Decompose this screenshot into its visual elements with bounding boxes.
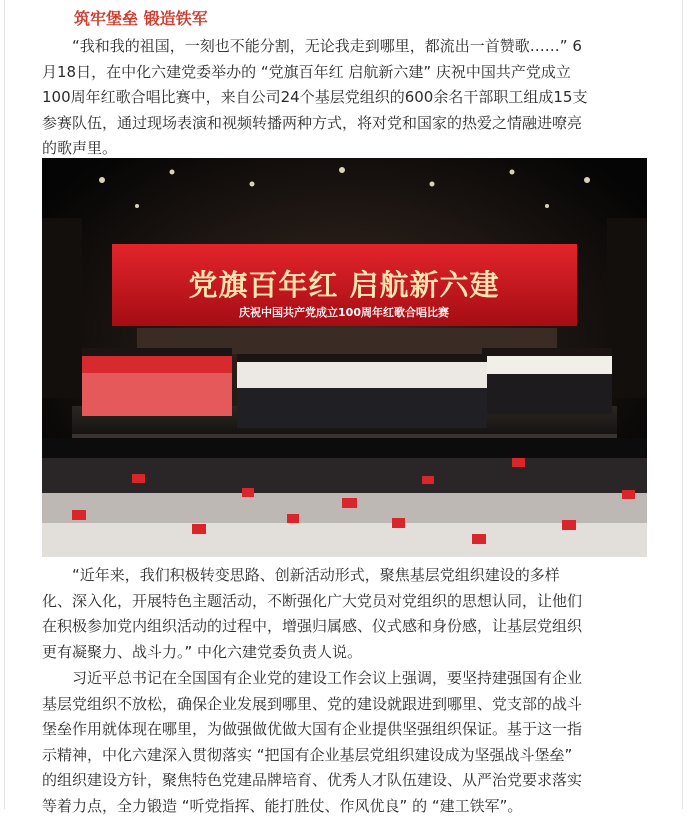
banner-subtitle: 庆祝中国共产党成立100周年红歌合唱比赛 <box>239 305 449 319</box>
paragraph-line: 的组织建设方针，聚焦特色党建品牌培育、优秀人才队伍建设、从严治党要求落实 <box>42 768 650 794</box>
paragraph-line: 等着力点，全力锻造 “听党指挥、能打胜仗、作风优良” 的 “建工铁军”。 <box>42 794 650 819</box>
banner-title: 党旗百年红 启航新六建 <box>188 268 499 302</box>
front-row-officials <box>237 354 487 428</box>
paragraph-line: 在积极参加党内组织活动的过程中，增强归属感、仪式感和身份感，让基层党组织 <box>42 614 650 640</box>
event-photo <box>42 158 647 557</box>
paragraph-line: 示精神，中化六建深入贯彻落实 “把国有企业基层党组织建设成为坚强战斗堡垒” <box>42 743 650 769</box>
paragraph-line: “近年来，我们积极转变思路、创新活动形式，聚焦基层党组织建设的多样 <box>42 563 650 589</box>
paragraph-2 <box>42 563 650 665</box>
section-heading: 筑牢堡垒 锻造铁军 <box>74 8 208 30</box>
paragraph-line: 参赛队伍，通过现场表演和视频转播两种方式，将对党和国家的热爱之情融进嘹亮 <box>42 111 650 137</box>
paragraph-line: 更有凝聚力、战斗力。” 中化六建党委负责人说。 <box>42 640 650 666</box>
paragraph-line: 化、深入化，开展特色主题活动，不断强化广大党员对党组织的思想认同，让他们 <box>42 589 650 615</box>
choir-left-group <box>82 348 232 416</box>
paragraph-line: “我和我的祖国，一刻也不能分割，无论我走到哪里，都流出一首赞歌……” 6 <box>42 34 650 60</box>
choir-right-group <box>482 348 612 414</box>
paragraph-3 <box>42 666 650 819</box>
event-photo-illustration <box>42 158 647 557</box>
paragraph-line: 的歌声里。 <box>42 136 650 162</box>
paragraph-line: 100周年红歌合唱比赛中，来自公司24个基层党组织的600余名干部职工组成15支 <box>42 85 650 111</box>
paragraph-line: 堡垒作用就体现在哪里，为做强做优做大国有企业提供坚强组织保证。基于这一指 <box>42 717 650 743</box>
left-border-line <box>4 0 5 809</box>
paragraph-line: 月18日，在中化六建党委举办的 “党旗百年红 启航新六建” 庆祝中国共产党成立 <box>42 60 650 86</box>
paragraph-line: 基层党组织不放松，确保企业发展到哪里、党的建设就跟进到哪里、党支部的战斗 <box>42 692 650 718</box>
paragraph-1 <box>42 34 650 162</box>
right-border-line <box>682 0 683 809</box>
paragraph-line: 习近平总书记在全国国有企业党的建设工作会议上强调，要坚持建强国有企业 <box>42 666 650 692</box>
